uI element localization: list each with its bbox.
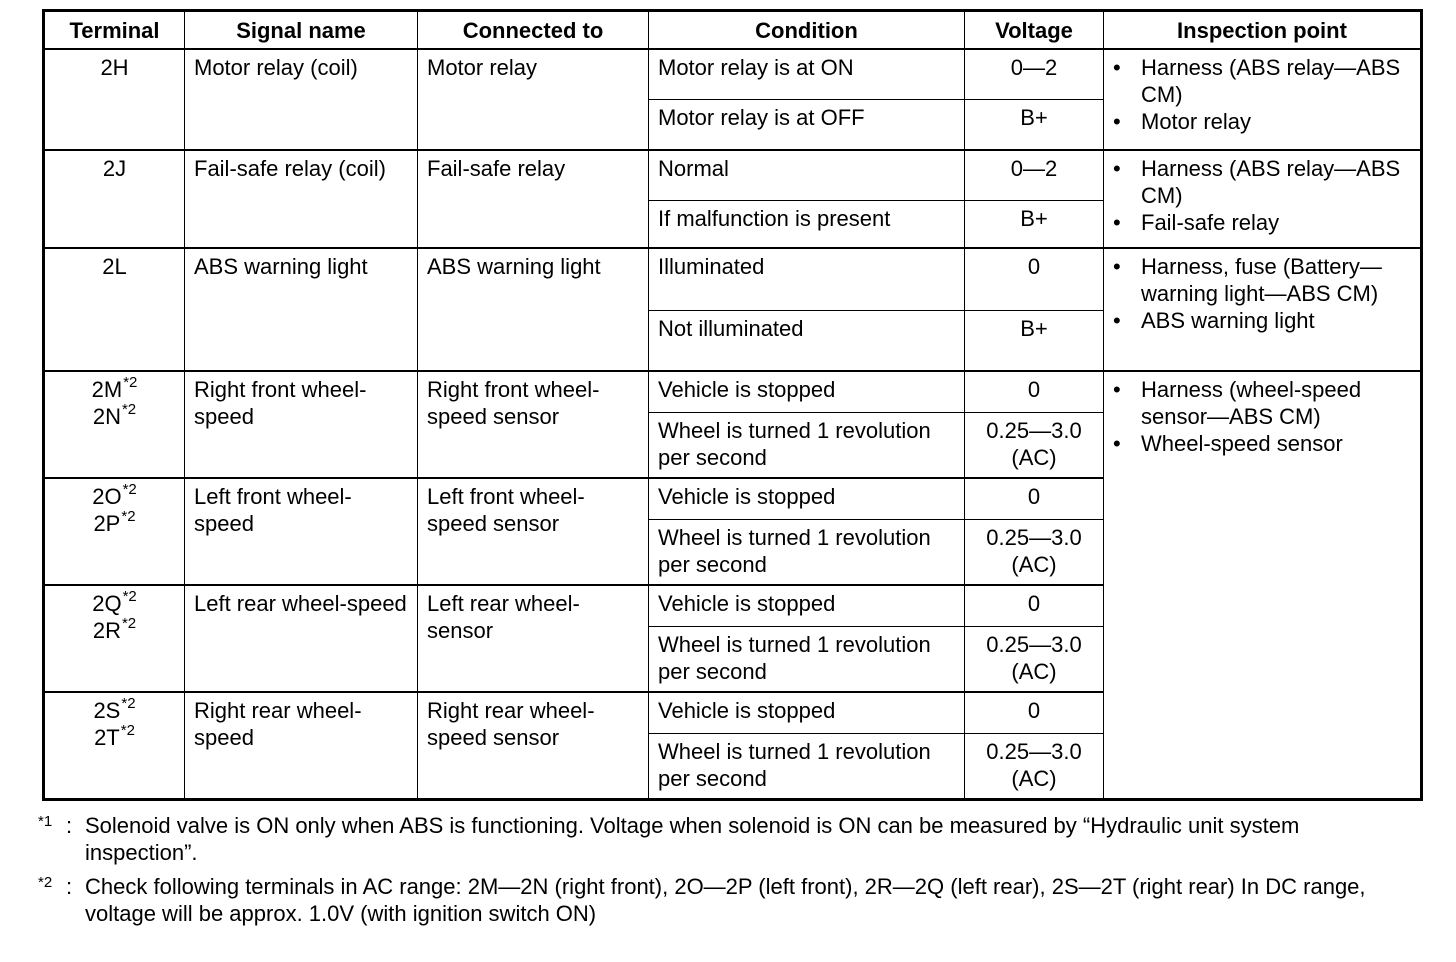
signal-name-cell: Left rear wheel-speed: [185, 585, 418, 692]
header-inspection-point: Inspection point: [1104, 11, 1422, 50]
footnote-mark: *1: [38, 813, 53, 830]
condition-cell: Wheel is turned 1 revolution per second: [649, 413, 965, 479]
condition-cell: Wheel is turned 1 revolution per second: [649, 627, 965, 693]
condition-cell: Vehicle is stopped: [649, 585, 965, 627]
condition-cell: Not illuminated: [649, 311, 965, 372]
footnote-text: Check following terminals in AC range: 2M—2N (right front), 2O—2P (left front), 2R—2Q (left rear), 2S—2T (right rear) In DC range, voltage will be approx. 1.0V (with ignition switch ON): [85, 874, 1366, 926]
condition-cell: Vehicle is stopped: [649, 371, 965, 413]
condition-cell: Illuminated: [649, 248, 965, 311]
header-signal-name: Signal name: [185, 11, 418, 50]
inspection-point-cell: [1104, 371, 1422, 800]
condition-cell: Wheel is turned 1 revolution per second: [649, 520, 965, 586]
condition-cell: If malfunction is present: [649, 201, 965, 249]
inspection-item: • ABS warning light: [1141, 307, 1411, 334]
voltage-cell: 0.25—3.0 (AC): [965, 413, 1104, 479]
footnote-ref: *2: [121, 507, 136, 525]
terminal-cell: [44, 478, 185, 585]
footnote-ref: *2: [122, 587, 137, 605]
inspection-item: • Harness (wheel-speed sensor—ABS CM): [1141, 376, 1411, 430]
signal-name-cell: Right front wheel-speed: [185, 371, 418, 478]
terminal-label: $2N^{*2}$: [92, 400, 137, 429]
signal-name-cell: Fail-safe relay (coil): [185, 150, 418, 248]
terminal-cell: [44, 585, 185, 692]
connected-to-cell: ABS warning light: [418, 248, 649, 371]
condition-cell: Vehicle is stopped: [649, 692, 965, 734]
table-row: [44, 49, 1422, 100]
footnote-text: Solenoid valve is ON only when ABS is functioning. Voltage when solenoid is ON can be measured by “Hydraulic unit system inspection”.: [85, 813, 1300, 865]
footnote-ref: *2: [123, 373, 138, 391]
terminal-cell: [44, 371, 185, 478]
connected-to-cell: Right rear wheel-speed sensor: [418, 692, 649, 800]
terminal-label: $2T^{*2}$: [94, 721, 135, 750]
inspection-item: • Motor relay: [1141, 108, 1411, 135]
header-voltage: Voltage: [965, 11, 1104, 50]
terminal-label: 2J: [102, 156, 127, 181]
footnote-ref: *2: [121, 614, 137, 632]
footnote-colon: :: [66, 874, 73, 899]
voltage-cell: B+: [965, 100, 1104, 151]
signal-name-cell: Right rear wheel-speed: [185, 692, 418, 800]
terminal-label: $2M^{*2}$: [91, 373, 138, 402]
connected-to-cell: Left front wheel-speed sensor: [418, 478, 649, 585]
terminal-label: $2O^{*2}$: [92, 480, 137, 509]
footnote-ref: *2: [120, 721, 135, 739]
voltage-cell: 0: [965, 478, 1104, 520]
condition-cell: Normal: [649, 150, 965, 201]
header-condition: Condition: [649, 11, 965, 50]
terminal-label: $2R^{*2}$: [92, 614, 137, 643]
inspection-item: • Fail-safe relay: [1141, 209, 1411, 236]
voltage-cell: B+: [965, 311, 1104, 372]
table-row: [44, 248, 1422, 311]
signal-name-cell: Motor relay (coil): [185, 49, 418, 150]
footnote-ref: *2: [121, 400, 137, 418]
table-row: [44, 371, 1422, 413]
footnote-ref: *2: [121, 694, 136, 712]
inspection-point-cell: [1104, 150, 1422, 248]
footnote-colon: :: [66, 813, 73, 838]
condition-cell: Motor relay is at OFF: [649, 100, 965, 151]
footnote-mark: *2: [38, 874, 53, 891]
terminal-label: $2Q^{*2}$: [92, 587, 137, 616]
signal-name-cell: Left front wheel-speed: [185, 478, 418, 585]
terminal-label: $2S^{*2}$: [93, 694, 136, 723]
voltage-cell: 0—2: [965, 150, 1104, 201]
table-row: [44, 150, 1422, 201]
inspection-item: • Harness (ABS relay—ABS CM): [1141, 155, 1411, 209]
voltage-cell: 0.25—3.0 (AC): [965, 734, 1104, 800]
terminal-voltage-table: [42, 9, 1423, 801]
connected-to-cell: Left rear wheel-sensor: [418, 585, 649, 692]
connected-to-cell: Motor relay: [418, 49, 649, 150]
voltage-cell: 0: [965, 248, 1104, 311]
inspection-point-cell: [1104, 49, 1422, 150]
inspection-item: • Wheel-speed sensor: [1141, 430, 1411, 457]
signal-name-cell: ABS warning light: [185, 248, 418, 371]
voltage-cell: 0: [965, 585, 1104, 627]
footnote-ref: *2: [122, 480, 137, 498]
inspection-item: • Harness, fuse (Battery—warning light—ABS CM): [1141, 253, 1411, 307]
voltage-cell: 0.25—3.0 (AC): [965, 520, 1104, 586]
terminal-cell: [44, 150, 185, 248]
condition-cell: Wheel is turned 1 revolution per second: [649, 734, 965, 800]
voltage-cell: 0: [965, 692, 1104, 734]
voltage-cell: 0.25—3.0 (AC): [965, 627, 1104, 693]
header-terminal: Terminal: [44, 11, 185, 50]
inspection-item: • Harness (ABS relay—ABS CM): [1141, 54, 1411, 108]
terminal-label: $2P^{*2}$: [93, 507, 136, 536]
terminal-cell: [44, 692, 185, 800]
voltage-cell: B+: [965, 201, 1104, 249]
voltage-cell: 0: [965, 371, 1104, 413]
connected-to-cell: Right front wheel-speed sensor: [418, 371, 649, 478]
voltage-cell: 0—2: [965, 49, 1104, 100]
table-header-row: [44, 11, 1422, 50]
condition-cell: Vehicle is stopped: [649, 478, 965, 520]
connected-to-cell: Fail-safe relay: [418, 150, 649, 248]
header-connected-to: Connected to: [418, 11, 649, 50]
terminal-cell: [44, 49, 185, 150]
inspection-point-cell: [1104, 248, 1422, 371]
terminal-cell: [44, 248, 185, 371]
terminal-label: 2H: [100, 55, 129, 80]
condition-cell: Motor relay is at ON: [649, 49, 965, 100]
terminal-label: 2L: [102, 254, 127, 279]
